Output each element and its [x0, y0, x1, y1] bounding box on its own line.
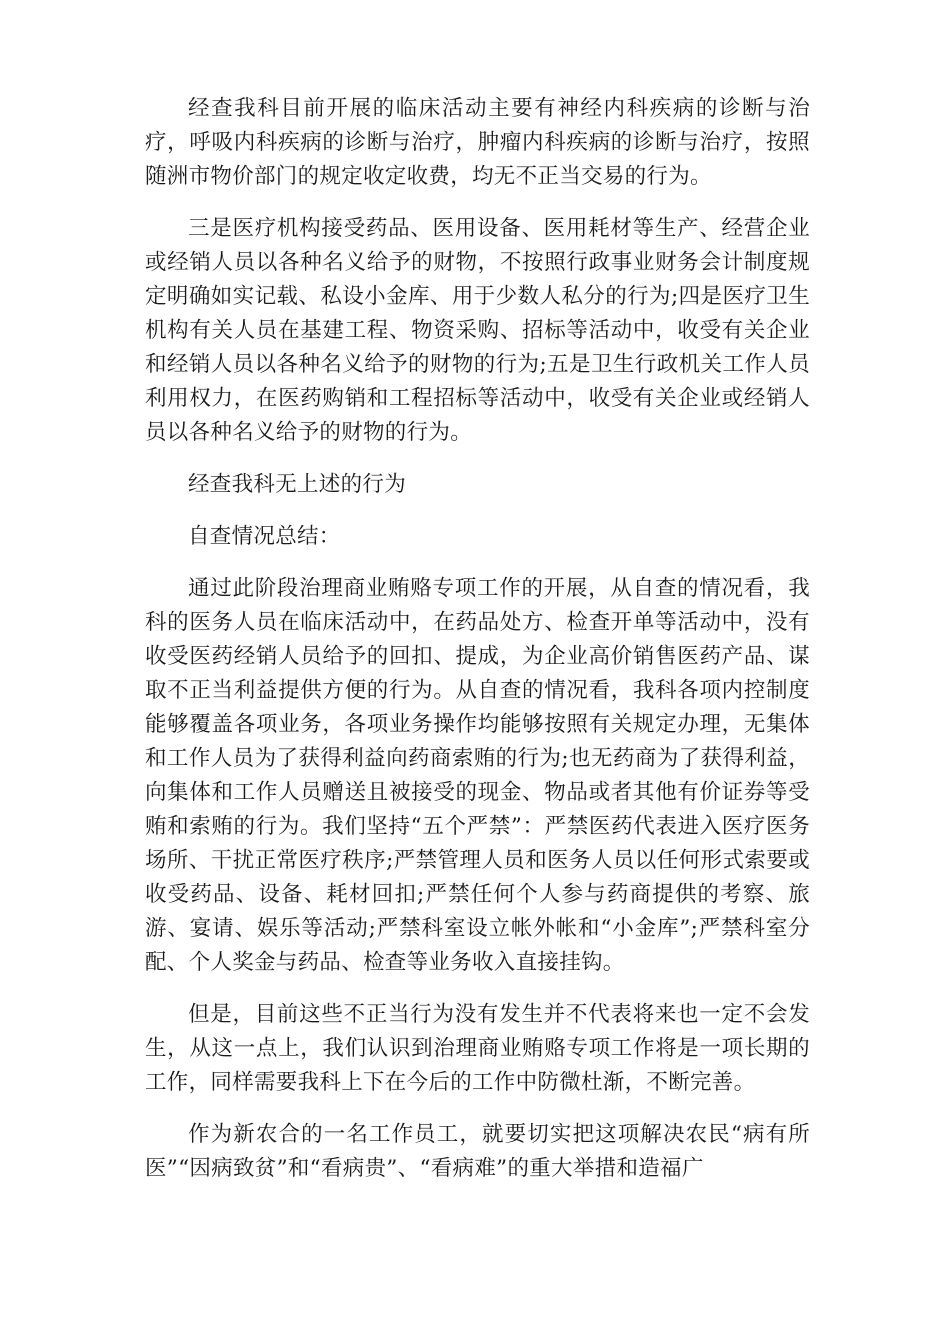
document-body	[145, 92, 810, 1204]
paragraph-long-term-work: 但是，目前这些不正当行为没有发生并不代表将来也一定不会发生，从这一点上，我们认识到治理商业贿赂专项工作将是一项长期的工作，同样需要我科上下在今后的工作中防微杜渐，不断完善。	[145, 1002, 810, 1095]
paragraph-violations-list: 三是医疗机构接受药品、医用设备、医用耗材等生产、经营企业或经销人员以各种名义给予的财物，不按照行政事业财务会计制度规定明确如实记载、私设小金库、用于少数人私分的行为;四是医疗卫生机构有关人员在基建工程、物资采购、招标等活动中，收受有关企业和经销人员以各种名义给予的财物的行为;五是卫生行政机关工作人员利用权力，在医药购销和工程招标等活动中，收受有关企业或经销人员以各种名义给予的财物的行为。	[145, 216, 810, 445]
paragraph-no-violations: 经查我科无上述的行为	[188, 472, 407, 497]
paragraph-summary-heading: 自查情况总结：	[188, 524, 341, 549]
paragraph-self-check-summary: 通过此阶段治理商业贿赂专项工作的开展，从自查的情况看，我科的医务人员在临床活动中，在药品处方、检查开单等活动中，没有收受医药经销人员给予的回扣、提成，为企业高价销售医药产品、谋取不正当利益提供方便的行为。从自查的情况看，我科各项内控制度能够覆盖各项业务，各项业务操作均能够按照有关规定办理，无集体和工作人员为了获得利益向药商索贿的行为;也无药商为了获得利益，向集体和工作人员赠送且被接受的现金、物品或者其他有价证券等受贿和索贿的行为。我们坚持“五个严禁”：严禁医药代表进入医疗医务场所、干扰正常医疗秩序;严禁管理人员和医务人员以任何形式索要或收受药品、设备、耗材回扣;严禁任何个人参与药商提供的考察、旅游、宴请、娱乐等活动;严禁科室设立帐外帐和“小金库”;严禁科室分配、个人奖金与药品、检查等业务收入直接挂钩。	[145, 576, 810, 975]
paragraph-clinical-activities: 经查我科目前开展的临床活动主要有神经内科疾病的诊断与治疗，呼吸内科疾病的诊断与治疗，肿瘤内科疾病的诊断与治疗，按照随洲市物价部门的规定收定收费，均无不正当交易的行为。	[145, 96, 810, 189]
paragraph-new-rural-cooperative: 作为新农合的一名工作员工，就要切实把这项解决农民“病有所医”“因病致贫”和“看病贵”、“看病难”的重大举措和造福广	[145, 1122, 810, 1181]
